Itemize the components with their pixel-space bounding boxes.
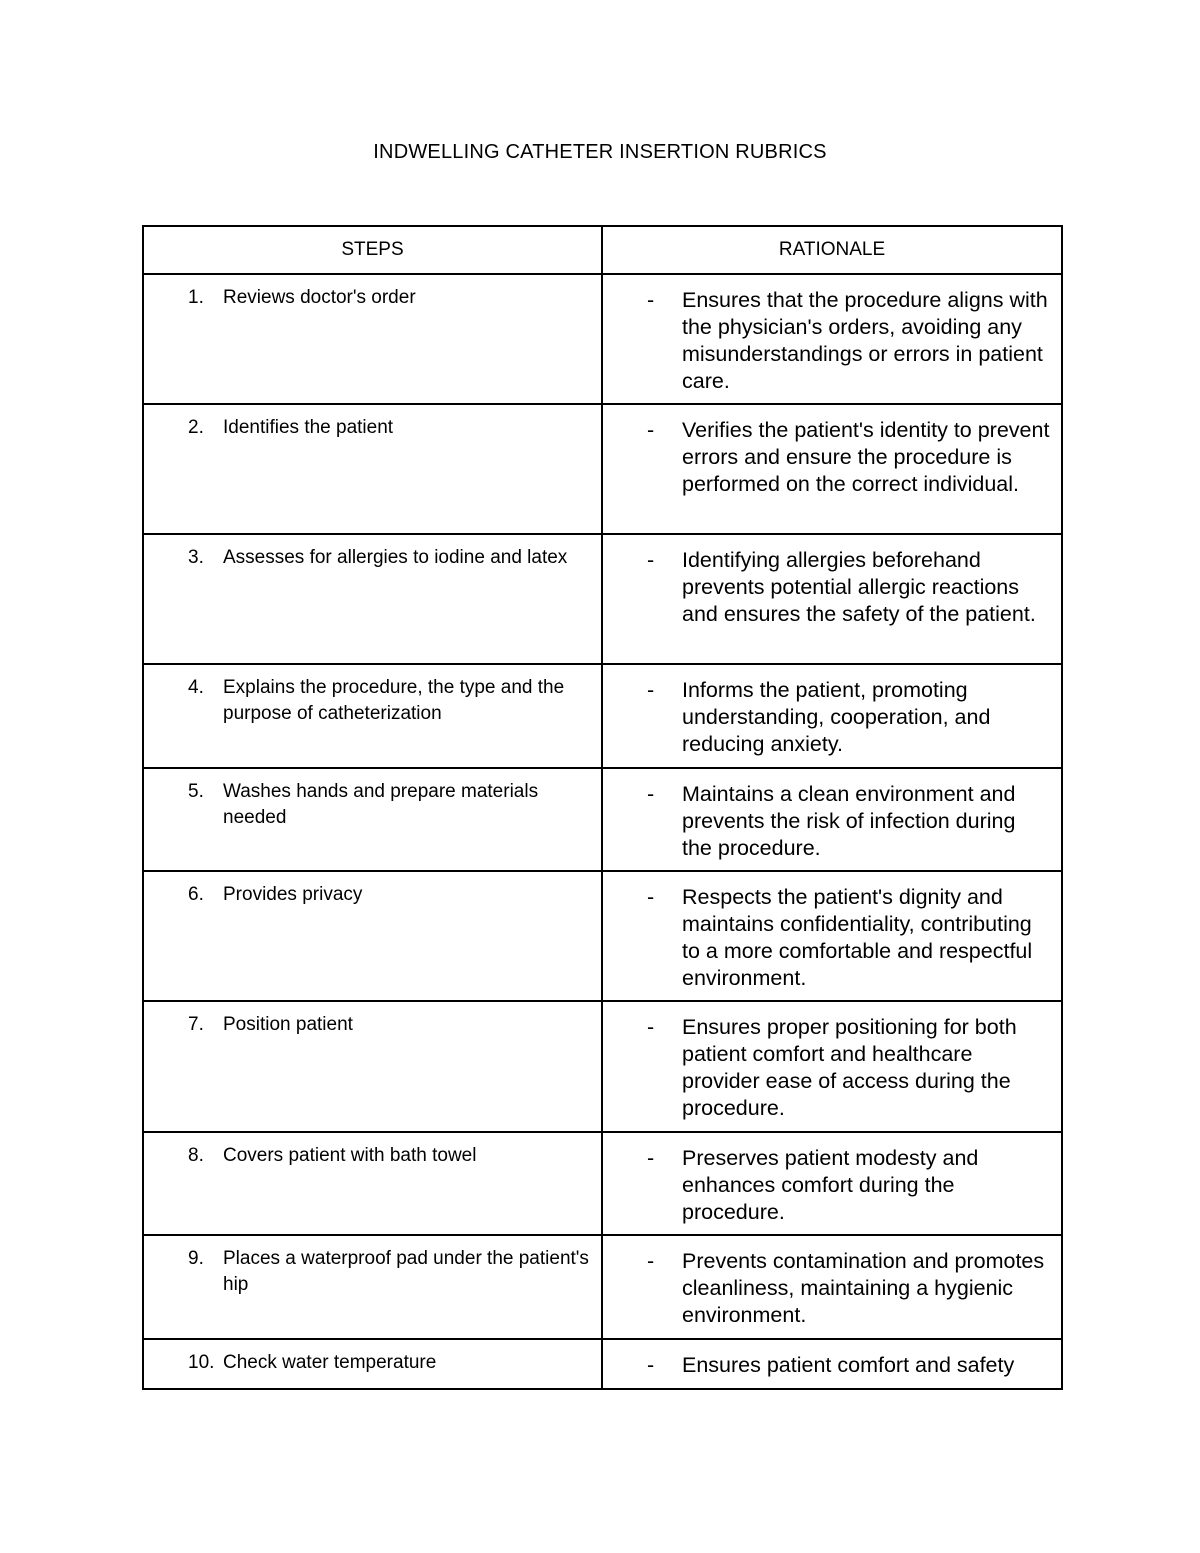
bullet-dash: - [647,288,655,312]
table-row [143,274,1062,404]
rationale-text: Identifying allergies beforehand prevents potential allergic reactions and ensures the safety of the patient. [682,548,1036,626]
step-cell [143,534,602,664]
steps-column-header: STEPS [143,226,602,274]
step-cell [143,404,602,534]
step-number: 10. [188,1352,215,1373]
rationale-text: Maintains a clean environment and prevents the risk of infection during the procedure. [682,782,1016,860]
step-cell [143,871,602,1001]
step-cell [143,274,602,404]
rationale-cell [602,274,1062,404]
bullet-dash: - [647,782,655,806]
step-text: Reviews doctor's order [223,287,416,308]
table-row [143,871,1062,1001]
bullet-dash: - [647,418,655,442]
rationale-cell [602,768,1062,871]
table-row [143,1339,1062,1389]
step-cell [143,768,602,871]
rationale-cell [602,1235,1062,1339]
rationale-cell [602,1339,1062,1389]
step-cell [143,1132,602,1235]
rationale-text: Ensures that the procedure aligns with the physician's orders, avoiding any misunderstandings or errors in patient care. [682,288,1048,393]
step-text: Position patient [223,1014,353,1035]
rationale-cell [602,404,1062,534]
rationale-text: Prevents contamination and promotes cleanliness, maintaining a hygienic environment. [682,1249,1045,1327]
table-row [143,768,1062,871]
bullet-dash: - [647,1353,655,1377]
step-text: Identifies the patient [223,417,394,438]
step-cell [143,1339,602,1389]
step-cell [143,664,602,768]
step-text: Check water temperature [223,1352,437,1373]
rationale-column-header: RATIONALE [602,226,1062,274]
step-number: 8. [188,1145,204,1166]
rationale-cell [602,871,1062,1001]
step-text: Washes hands and prepare materials needed [223,781,539,828]
rationale-text: Verifies the patient's identity to prevent errors and ensure the procedure is performed on the correct individual. [682,418,1050,496]
rubric-table [142,225,1063,1390]
step-number: 6. [188,884,204,905]
rationale-text: Informs the patient, promoting understanding, cooperation, and reducing anxiety. [682,678,991,756]
step-number: 1. [188,287,204,308]
rationale-text: Ensures proper positioning for both patient comfort and healthcare provider ease of access during the procedure. [682,1015,1017,1120]
step-cell [143,1001,602,1132]
table-row [143,404,1062,534]
rationale-text: Preserves patient modesty and enhances comfort during the procedure. [682,1146,979,1224]
bullet-dash: - [647,678,655,702]
bullet-dash: - [647,548,655,572]
table-row [143,1132,1062,1235]
bullet-dash: - [647,1146,655,1170]
rationale-text: Respects the patient's dignity and maintains confidentiality, contributing to a more comfortable and respectful environment. [682,885,1033,990]
step-text: Covers patient with bath towel [223,1145,477,1166]
step-text: Places a waterproof pad under the patient's hip [223,1248,589,1295]
step-number: 7. [188,1014,204,1035]
step-cell [143,1235,602,1339]
table-row [143,534,1062,664]
bullet-dash: - [647,885,655,909]
rationale-cell [602,664,1062,768]
step-number: 4. [188,677,204,698]
step-number: 5. [188,781,204,802]
step-text: Provides privacy [223,884,363,905]
step-number: 3. [188,547,204,568]
rationale-cell [602,1132,1062,1235]
rationale-cell [602,534,1062,664]
document-title: INDWELLING CATHETER INSERTION RUBRICS [373,141,827,163]
rationale-text: Ensures patient comfort and safety [682,1353,1015,1377]
bullet-dash: - [647,1015,655,1039]
table-row [143,664,1062,768]
step-text: Assesses for allergies to iodine and latex [223,547,568,568]
table-header-row [143,226,1062,274]
rationale-cell [602,1001,1062,1132]
step-number: 2. [188,417,204,438]
step-text: Explains the procedure, the type and the purpose of catheterization [223,677,565,724]
bullet-dash: - [647,1249,655,1273]
table-row [143,1235,1062,1339]
step-number: 9. [188,1248,204,1269]
table-row [143,1001,1062,1132]
